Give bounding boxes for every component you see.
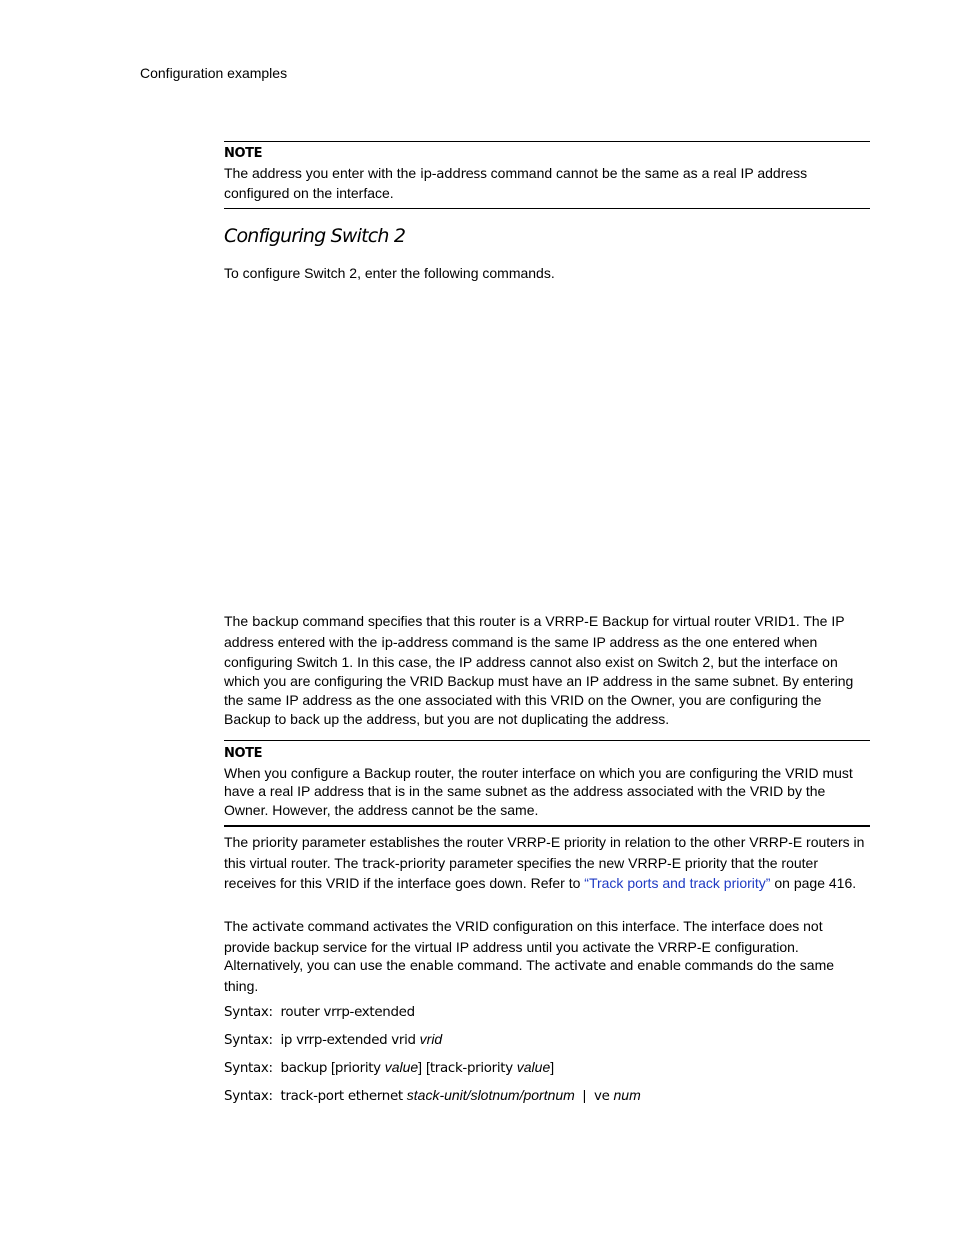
note-text: The address you enter with the ip-address command cannot be the same as a real IP address configured on the interface. [224, 164, 808, 202]
section-intro: To configure Switch 2, enter the following commands. [224, 265, 555, 281]
syntax-backup: Syntax: backup [priority value] [track-priority value] [224, 1059, 555, 1076]
note-top-rule [224, 740, 870, 741]
paragraph-priority: The priority parameter establishes the router VRRP-E priority in relation to the other VRRP-E routers in this virtual router. The track-priority parameter specifies the new VRRP-E priority that the router receives for this VRID if the interface goes down. Refer to “Track ports and track priority” on page 416. [224, 834, 865, 892]
syntax-track-port: Syntax: track-port ethernet stack-unit/slotnum/portnum | ve num [224, 1087, 641, 1104]
note-text: When you configure a Backup router, the router interface on which you are configuring the VRID must have a real IP address that is in the same subnet as the address associated with the VRID by the Owner. However, the address cannot be the same. [224, 764, 853, 819]
syntax-label: Syntax: [224, 1005, 273, 1020]
parameter-track-priority: track-priority [362, 856, 446, 872]
command-activate: activate [252, 920, 304, 935]
syntax-label: Syntax: [224, 1033, 273, 1048]
command-activate: activate [554, 959, 606, 975]
link-track-ports[interactable]: “Track ports and track priority” [584, 875, 771, 892]
syntax-ip-vrrp-extended-vrid: Syntax: ip vrrp-extended vrid vrid [224, 1031, 443, 1048]
note-bottom-rule [224, 208, 870, 209]
command-ip-address: ip-address [381, 635, 448, 651]
note-box-ip-address [224, 141, 870, 209]
syntax-label: Syntax: [224, 1089, 273, 1104]
note-label: NOTE [224, 146, 263, 161]
command-enable: enable [637, 959, 681, 975]
syntax-router-vrrp-extended: Syntax: router vrrp-extended [224, 1005, 415, 1020]
syntax-label: Syntax: [224, 1061, 273, 1076]
note-label: NOTE [224, 746, 263, 761]
note-box-backup-router [224, 740, 870, 827]
command-enable: enable [409, 959, 454, 975]
paragraph-backup: The backup command specifies that this router is a VRRP-E Backup for virtual router VRID1. The IP address entered with the ip-address command is the same IP address as the one entered when configuring Switch 1. In this case, the IP address cannot also exist on Switch 2, but the interface on which you are configuring the VRID Backup must have an IP address in the same subnet. By entering the same IP address as the one associated with this VRID on the Owner, you are configuring the Backup to back up the address, but you are not duplicating the address. [224, 613, 854, 727]
note-bottom-rule [224, 825, 870, 827]
parameter-priority: priority [252, 836, 298, 851]
command-ip-address: ip-address [420, 166, 487, 182]
running-header: Configuration examples [140, 65, 288, 81]
note-top-rule [224, 141, 870, 142]
paragraph-activate: The activate command activates the VRID configuration on this interface. The interface does not provide backup service for the virtual IP address until you activate the VRRP-E configuration. Alternatively, you can use the enable command. The activate and enable commands do the same thing. [224, 918, 835, 995]
section-heading: Configuring Switch 2 [224, 225, 406, 247]
command-backup: backup [252, 615, 299, 630]
